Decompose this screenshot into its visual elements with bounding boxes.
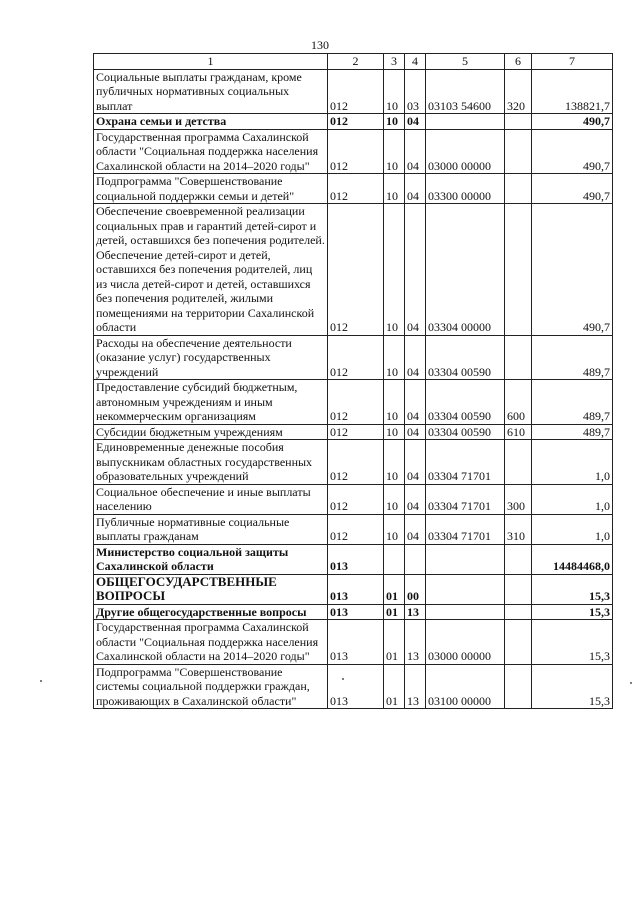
row-name-cell: Единовременные денежные пособия выпускникам областных государственных образовательных учреждений: [94, 440, 328, 485]
scan-speck: [342, 678, 344, 680]
ministry-code-cell: 013: [328, 604, 384, 620]
table-row: [94, 380, 613, 425]
amount-cell: 138821,7: [532, 69, 613, 114]
row-name-cell: Расходы на обеспечение деятельности (оказание услуг) государственных учреждений: [94, 335, 328, 380]
ministry-code-cell: 013: [328, 664, 384, 709]
amount-cell: 490,7: [532, 129, 613, 174]
row-name-cell: Государственная программа Сахалинской области "Социальная поддержка населения Сахалинской области на 2014–2020 годы": [94, 620, 328, 665]
subsection-cell: [405, 544, 426, 574]
column-header: 3: [384, 54, 405, 70]
target-article-cell: 03304 71701: [426, 514, 505, 544]
amount-cell: 489,7: [532, 380, 613, 425]
column-header: 7: [532, 54, 613, 70]
expense-type-cell: [505, 174, 532, 204]
amount-cell: 490,7: [532, 204, 613, 336]
ministry-code-cell: 012: [328, 440, 384, 485]
row-name-cell: Подпрограмма "Совершенствование системы социальной поддержки граждан, проживающих в Сахалинской области": [94, 664, 328, 709]
section-cell: 10: [384, 380, 405, 425]
table-row: [94, 335, 613, 380]
ministry-code-cell: 012: [328, 129, 384, 174]
target-article-cell: 03304 00000: [426, 204, 505, 336]
target-article-cell: [426, 604, 505, 620]
subsection-cell: 04: [405, 204, 426, 336]
row-name-cell: ОБЩЕГОСУДАРСТВЕННЫЕ ВОПРОСЫ: [94, 574, 328, 604]
column-header: 4: [405, 54, 426, 70]
page-number: 130: [311, 38, 329, 52]
table-row: [94, 129, 613, 174]
target-article-cell: [426, 574, 505, 604]
section-cell: 01: [384, 604, 405, 620]
section-cell: 10: [384, 69, 405, 114]
table-row: [94, 604, 613, 620]
section-cell: 01: [384, 620, 405, 665]
section-cell: 10: [384, 204, 405, 336]
row-name-cell: Социальное обеспечение и иные выплаты населению: [94, 484, 328, 514]
amount-cell: 490,7: [532, 174, 613, 204]
expense-type-cell: 300: [505, 484, 532, 514]
target-article-cell: 03304 71701: [426, 484, 505, 514]
amount-cell: 490,7: [532, 114, 613, 130]
expense-type-cell: [505, 604, 532, 620]
section-cell: 10: [384, 129, 405, 174]
amount-cell: 15,3: [532, 664, 613, 709]
target-article-cell: [426, 544, 505, 574]
target-article-cell: 03304 00590: [426, 335, 505, 380]
section-cell: 10: [384, 484, 405, 514]
expense-type-cell: [505, 574, 532, 604]
subsection-cell: 04: [405, 424, 426, 440]
row-name-cell: Социальные выплаты гражданам, кроме публичных нормативных социальных выплат: [94, 69, 328, 114]
subsection-cell: 04: [405, 380, 426, 425]
column-header: 6: [505, 54, 532, 70]
amount-cell: 489,7: [532, 335, 613, 380]
expense-type-cell: [505, 335, 532, 380]
section-cell: 01: [384, 664, 405, 709]
section-cell: [384, 544, 405, 574]
amount-cell: 1,0: [532, 484, 613, 514]
ministry-code-cell: 012: [328, 514, 384, 544]
table-row: [94, 114, 613, 130]
section-cell: 10: [384, 114, 405, 130]
target-article-cell: 03304 71701: [426, 440, 505, 485]
subsection-cell: 03: [405, 69, 426, 114]
subsection-cell: 00: [405, 574, 426, 604]
ministry-code-cell: 012: [328, 174, 384, 204]
row-name-cell: Другие общегосударственные вопросы: [94, 604, 328, 620]
budget-table: [93, 53, 613, 709]
ministry-code-cell: 012: [328, 204, 384, 336]
subsection-cell: 13: [405, 620, 426, 665]
section-cell: 10: [384, 514, 405, 544]
column-header: 2: [328, 54, 384, 70]
subsection-cell: 04: [405, 114, 426, 130]
table-row: [94, 484, 613, 514]
ministry-code-cell: 012: [328, 424, 384, 440]
target-article-cell: 03000 00000: [426, 620, 505, 665]
column-header: 5: [426, 54, 505, 70]
subsection-cell: 04: [405, 514, 426, 544]
table-header-row: [94, 54, 613, 70]
scan-speck: [630, 682, 632, 684]
ministry-code-cell: 012: [328, 114, 384, 130]
ministry-code-cell: 013: [328, 574, 384, 604]
expense-type-cell: [505, 544, 532, 574]
expense-type-cell: [505, 129, 532, 174]
expense-type-cell: [505, 620, 532, 665]
amount-cell: 14484468,0: [532, 544, 613, 574]
target-article-cell: 03000 00000: [426, 129, 505, 174]
subsection-cell: 04: [405, 440, 426, 485]
section-cell: 10: [384, 174, 405, 204]
target-article-cell: 03300 00000: [426, 174, 505, 204]
section-cell: 10: [384, 440, 405, 485]
row-name-cell: Государственная программа Сахалинской области "Социальная поддержка населения Сахалинской области на 2014–2020 годы": [94, 129, 328, 174]
scan-speck: [40, 680, 42, 682]
expense-type-cell: [505, 664, 532, 709]
amount-cell: 489,7: [532, 424, 613, 440]
table-row: [94, 544, 613, 574]
amount-cell: 1,0: [532, 514, 613, 544]
expense-type-cell: 600: [505, 380, 532, 425]
table-row: [94, 424, 613, 440]
expense-type-cell: 610: [505, 424, 532, 440]
ministry-code-cell: 012: [328, 484, 384, 514]
ministry-code-cell: 013: [328, 620, 384, 665]
row-name-cell: Предоставление субсидий бюджетным, автономным учреждениям и иным некоммерческим организациям: [94, 380, 328, 425]
ministry-code-cell: 013: [328, 544, 384, 574]
row-name-cell: Подпрограмма "Совершенствование социальной поддержки семьи и детей": [94, 174, 328, 204]
ministry-code-cell: 012: [328, 335, 384, 380]
table-row: [94, 514, 613, 544]
amount-cell: 1,0: [532, 440, 613, 485]
subsection-cell: 13: [405, 664, 426, 709]
expense-type-cell: [505, 440, 532, 485]
table-row: [94, 620, 613, 665]
section-cell: 01: [384, 574, 405, 604]
row-name-cell: Министерство социальной защиты Сахалинской области: [94, 544, 328, 574]
table-row: [94, 440, 613, 485]
row-name-cell: Обеспечение своевременной реализации социальных прав и гарантий детей-сирот и детей, оставшихся без попечения родителей. Обеспечение детей-сирот и детей, оставшихся без попечения родителей, лиц из числа детей-сирот и детей, оставшихся без попечения родителей, жилыми помещениями на территории Сахалинской области: [94, 204, 328, 336]
row-name-cell: Охрана семьи и детства: [94, 114, 328, 130]
table-row: [94, 69, 613, 114]
expense-type-cell: [505, 114, 532, 130]
subsection-cell: 13: [405, 604, 426, 620]
expense-type-cell: [505, 204, 532, 336]
expense-type-cell: 320: [505, 69, 532, 114]
amount-cell: 15,3: [532, 574, 613, 604]
target-article-cell: 03103 54600: [426, 69, 505, 114]
ministry-code-cell: 012: [328, 380, 384, 425]
row-name-cell: Публичные нормативные социальные выплаты гражданам: [94, 514, 328, 544]
subsection-cell: 04: [405, 335, 426, 380]
subsection-cell: 04: [405, 484, 426, 514]
table-row: [94, 204, 613, 336]
target-article-cell: [426, 114, 505, 130]
amount-cell: 15,3: [532, 604, 613, 620]
amount-cell: 15,3: [532, 620, 613, 665]
ministry-code-cell: 012: [328, 69, 384, 114]
section-cell: 10: [384, 335, 405, 380]
subsection-cell: 04: [405, 174, 426, 204]
target-article-cell: 03100 00000: [426, 664, 505, 709]
table-row: [94, 664, 613, 709]
table-row: [94, 174, 613, 204]
column-header: 1: [94, 54, 328, 70]
section-cell: 10: [384, 424, 405, 440]
target-article-cell: 03304 00590: [426, 380, 505, 425]
target-article-cell: 03304 00590: [426, 424, 505, 440]
table-row: [94, 574, 613, 604]
expense-type-cell: 310: [505, 514, 532, 544]
row-name-cell: Субсидии бюджетным учреждениям: [94, 424, 328, 440]
subsection-cell: 04: [405, 129, 426, 174]
